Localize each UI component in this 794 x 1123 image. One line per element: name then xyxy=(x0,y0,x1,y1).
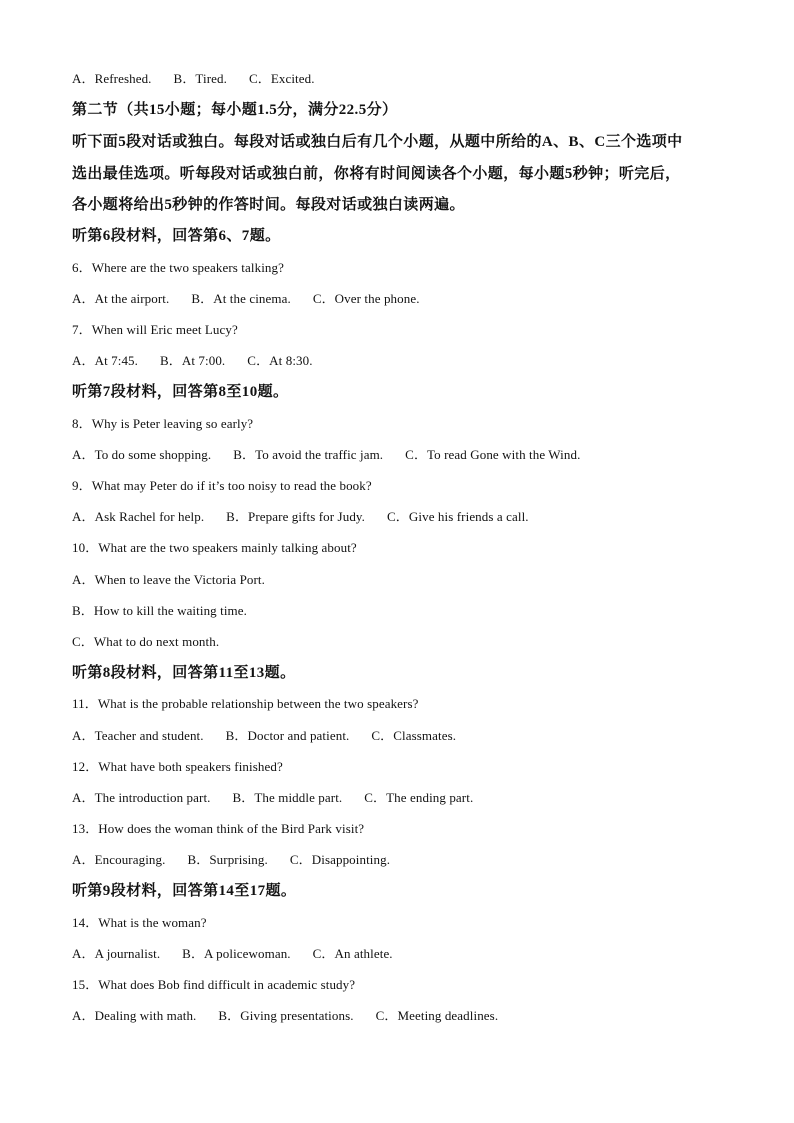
question-15: 15．What does Bob find difficult in academic study? xyxy=(72,977,356,992)
question-10: 10．What are the two speakers mainly talking about? xyxy=(72,540,357,555)
options-row-14 xyxy=(72,943,393,962)
option-c: C．An athlete. xyxy=(312,946,393,961)
option-b: B．Doctor and patient. xyxy=(225,728,350,743)
question-14: 14．What is the woman? xyxy=(72,915,207,930)
option-b: B．At 7:00. xyxy=(160,353,226,368)
option-b: B．At the cinema. xyxy=(191,291,291,306)
option-c: C．At 8:30. xyxy=(247,353,313,368)
option-a: A．Ask Rachel for help. xyxy=(72,509,205,524)
option-b: B．Tired. xyxy=(173,71,227,86)
option-b: B．To avoid the traffic jam. xyxy=(233,447,384,462)
options-row-prev xyxy=(72,68,315,87)
group-heading-7: 听第7段材料，回答第8至10题。 xyxy=(72,384,289,400)
option-c: C．Meeting deadlines. xyxy=(375,1008,499,1023)
option-a: A．To do some shopping. xyxy=(72,447,212,462)
group-heading-6: 听第6段材料，回答第6、7题。 xyxy=(72,228,281,244)
option-c: C．Disappointing. xyxy=(289,852,391,867)
options-row-6 xyxy=(72,288,420,307)
group-heading-8: 听第8段材料，回答第11至13题。 xyxy=(72,665,296,681)
question-13: 13．How does the woman think of the Bird Park visit? xyxy=(72,821,365,836)
group-heading-9: 听第9段材料，回答第14至17题。 xyxy=(72,883,297,899)
question-8: 8．Why is Peter leaving so early? xyxy=(72,416,254,431)
option-a: A．A journalist. xyxy=(72,946,161,961)
option-10-c: C．What to do next month. xyxy=(72,634,220,649)
question-11: 11．What is the probable relationship between the two speakers? xyxy=(72,696,419,711)
option-b: B．The middle part. xyxy=(232,790,343,805)
option-c: C．Classmates. xyxy=(371,728,457,743)
option-c: C．Over the phone. xyxy=(312,291,420,306)
option-a: A．Encouraging. xyxy=(72,852,166,867)
option-b: B．Surprising. xyxy=(187,852,268,867)
options-row-15 xyxy=(72,1005,498,1024)
question-12: 12．What have both speakers finished? xyxy=(72,759,283,774)
instructions-line-1: 听下面5段对话或独白。每段对话或独白后有几个小题，从题中所给的A、B、C三个选项中 xyxy=(72,134,683,150)
options-row-12 xyxy=(72,787,473,806)
options-row-11 xyxy=(72,725,456,744)
option-c: C．The ending part. xyxy=(364,790,474,805)
instructions-line-3: 各小题将给出5秒钟的作答时间。每段对话或独白读两遍。 xyxy=(72,197,465,213)
section-title: 第二节（共15小题；每小题1.5分，满分22.5分） xyxy=(72,102,398,118)
option-c: C．To read Gone with the Wind. xyxy=(405,447,581,462)
option-a: A．Dealing with math. xyxy=(72,1008,197,1023)
option-b: B．Giving presentations. xyxy=(218,1008,354,1023)
options-row-13 xyxy=(72,849,390,868)
option-a: A．The introduction part. xyxy=(72,790,211,805)
instructions-line-2: 选出最佳选项。听每段对话或独白前，你将有时间阅读各个小题，每小题5秒钟；听完后， xyxy=(72,166,681,182)
option-a: A．Refreshed. xyxy=(72,71,152,86)
option-c: C．Give his friends a call. xyxy=(387,509,529,524)
option-a: A．At 7:45. xyxy=(72,353,138,368)
question-7: 7．When will Eric meet Lucy? xyxy=(72,322,238,337)
question-9: 9．What may Peter do if it’s too noisy to read the book? xyxy=(72,478,372,493)
option-a: A．At the airport. xyxy=(72,291,170,306)
options-row-8 xyxy=(72,444,580,463)
option-a: A．Teacher and student. xyxy=(72,728,204,743)
option-10-b: B．How to kill the waiting time. xyxy=(72,603,247,618)
option-b: B．Prepare gifts for Judy. xyxy=(226,509,366,524)
options-row-7 xyxy=(72,350,313,369)
options-row-9 xyxy=(72,506,529,525)
option-10-a: A．When to leave the Victoria Port. xyxy=(72,572,265,587)
option-b: B．A policewoman. xyxy=(182,946,291,961)
question-6: 6．Where are the two speakers talking? xyxy=(72,260,284,275)
option-c: C．Excited. xyxy=(248,71,315,86)
